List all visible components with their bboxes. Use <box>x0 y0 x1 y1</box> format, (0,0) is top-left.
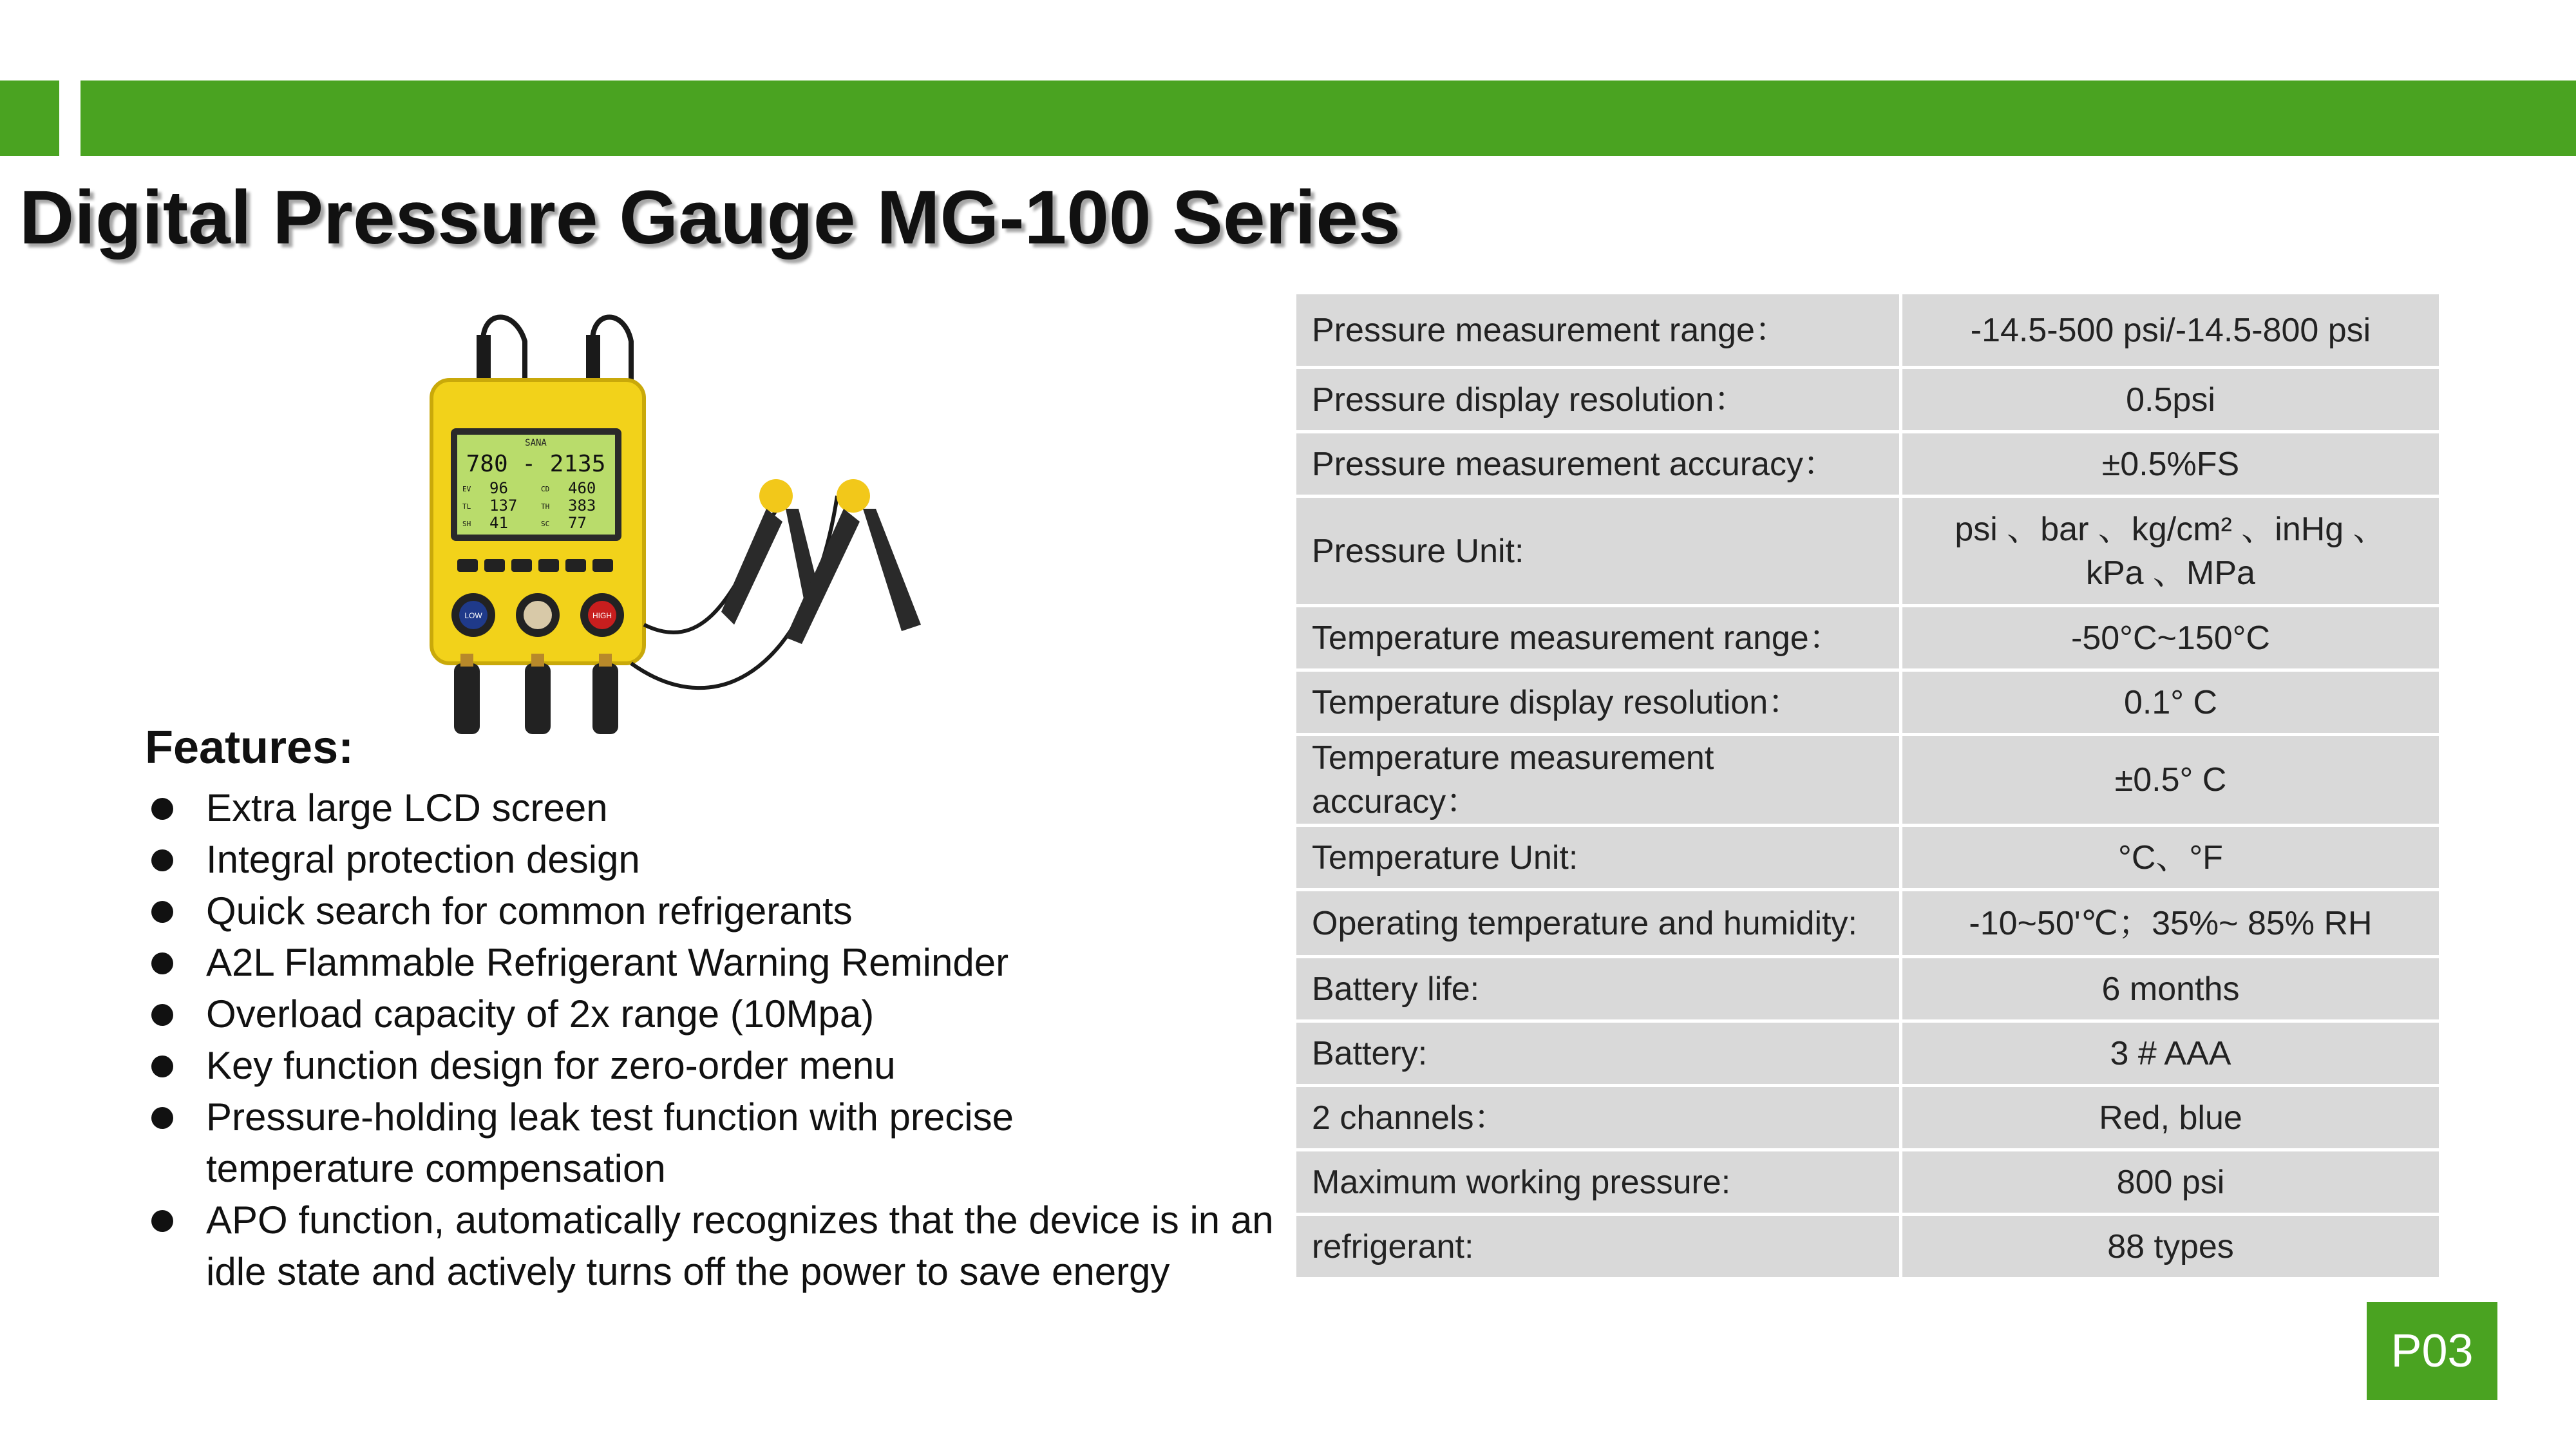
spec-label: Pressure Unit: <box>1295 497 1901 606</box>
lcd-row-label: CD <box>541 485 550 493</box>
lcd-row-label: TL <box>462 502 471 511</box>
spec-value: -14.5-500 psi/-14.5-800 psi <box>1901 293 2441 368</box>
feature-text: Overload capacity of 2x range (10Mpa) <box>206 992 875 1036</box>
feature-text: A2L Flammable Refrigerant Warning Reminder <box>206 941 1009 984</box>
bullet-icon <box>151 952 173 974</box>
feature-text: Extra large LCD screen <box>206 786 608 829</box>
bullet-icon <box>151 901 173 923</box>
lcd-row-label: EV <box>462 485 471 493</box>
spec-value: ±0.5° C <box>1901 735 2441 826</box>
hose-fittings <box>454 654 618 734</box>
feature-item <box>145 989 1304 1040</box>
spec-value: 88 types <box>1901 1215 2441 1279</box>
spec-value: Red, blue <box>1901 1086 2441 1150</box>
feature-item <box>145 937 1304 989</box>
table-row <box>1295 1215 2441 1279</box>
bullet-icon <box>151 1107 173 1129</box>
bullet-icon <box>151 1210 173 1232</box>
page-number-badge: P03 <box>2367 1302 2497 1400</box>
feature-item <box>145 1092 1172 1195</box>
feature-text: Quick search for common refrigerants <box>206 889 853 933</box>
table-row <box>1295 497 2441 606</box>
spec-label: Maximum working pressure: <box>1295 1150 1901 1215</box>
lcd-row-label: SC <box>541 520 550 528</box>
spec-value: -10~50'℃；35%~ 85% RH <box>1901 890 2441 957</box>
features-list <box>145 782 1304 1298</box>
feature-text: Key function design for zero-order menu <box>206 1044 896 1087</box>
table-row <box>1295 670 2441 735</box>
lcd-row-value: 77 <box>568 514 587 532</box>
feature-item <box>145 834 1304 886</box>
spec-value: psi 、bar 、kg/cm² 、inHg 、kPa 、MPa <box>1901 497 2441 606</box>
bullet-icon <box>151 849 173 871</box>
table-row <box>1295 1086 2441 1150</box>
table-row <box>1295 1150 2441 1215</box>
feature-item <box>145 1040 1304 1092</box>
spec-label: Pressure measurement accuracy： <box>1295 432 1901 497</box>
spec-label: Pressure measurement range： <box>1295 293 1901 368</box>
table-row <box>1295 735 2441 826</box>
table-row <box>1295 606 2441 670</box>
spec-label: refrigerant: <box>1295 1215 1901 1279</box>
table-row <box>1295 957 2441 1021</box>
feature-item <box>145 886 1304 937</box>
spec-value: 800 psi <box>1901 1150 2441 1215</box>
table-row <box>1295 293 2441 368</box>
feature-item <box>145 782 1304 834</box>
spec-value: ±0.5%FS <box>1901 432 2441 497</box>
lcd-row-label: SH <box>462 520 471 528</box>
spec-value: 0.5psi <box>1901 368 2441 432</box>
feature-text: Integral protection design <box>206 838 640 881</box>
spec-label: Temperature display resolution： <box>1295 670 1901 735</box>
header-accent-bar-small <box>0 80 59 156</box>
lcd-row-value: 460 <box>568 479 596 497</box>
table-row <box>1295 432 2441 497</box>
page-title: Digital Pressure Gauge MG-100 Series <box>19 175 1401 260</box>
table-row <box>1295 826 2441 890</box>
device-illustration <box>386 303 1030 753</box>
spec-label: Temperature Unit: <box>1295 826 1901 890</box>
feature-text: Pressure-holding leak test function with precise temperature compensation <box>206 1095 1014 1190</box>
lcd-row-value: 383 <box>568 497 596 515</box>
lcd-row-label: TH <box>541 502 550 511</box>
header-accent-bar <box>80 80 2576 156</box>
spec-label: Pressure display resolution： <box>1295 368 1901 432</box>
spec-value: °C、°F <box>1901 826 2441 890</box>
spec-label: 2 channels： <box>1295 1086 1901 1150</box>
spec-label: Temperature measurement range： <box>1295 606 1901 670</box>
feature-text: APO function, automatically recognizes that the device is in an idle state and actively turns off the power to save energy <box>206 1198 1274 1293</box>
features-heading: Features: <box>145 722 354 773</box>
feature-item <box>145 1195 1333 1298</box>
lcd-row-value: 96 <box>489 479 508 497</box>
spec-label: Temperature measurement accuracy： <box>1295 735 1901 826</box>
table-row <box>1295 890 2441 957</box>
spec-value: 0.1° C <box>1901 670 2441 735</box>
bullet-icon <box>151 1004 173 1026</box>
spec-value: 6 months <box>1901 957 2441 1021</box>
spec-value: 3 # AAA <box>1901 1021 2441 1086</box>
spec-value: -50°C~150°C <box>1901 606 2441 670</box>
spec-label: Operating temperature and humidity: <box>1295 890 1901 957</box>
bullet-icon <box>151 798 173 820</box>
lcd-row-value: 137 <box>489 497 518 515</box>
specs-table <box>1293 291 2442 1280</box>
table-row <box>1295 368 2441 432</box>
spec-label: Battery: <box>1295 1021 1901 1086</box>
lcd-row-value: 41 <box>489 514 508 532</box>
table-row <box>1295 1021 2441 1086</box>
spec-label: Battery life: <box>1295 957 1901 1021</box>
bullet-icon <box>151 1056 173 1077</box>
knob-high-label: HIGH <box>592 611 612 620</box>
lcd-main-readout: 780 - 2135 <box>466 451 606 477</box>
lcd-brand: SANA <box>525 438 547 448</box>
knob-low-label: LOW <box>464 611 482 620</box>
